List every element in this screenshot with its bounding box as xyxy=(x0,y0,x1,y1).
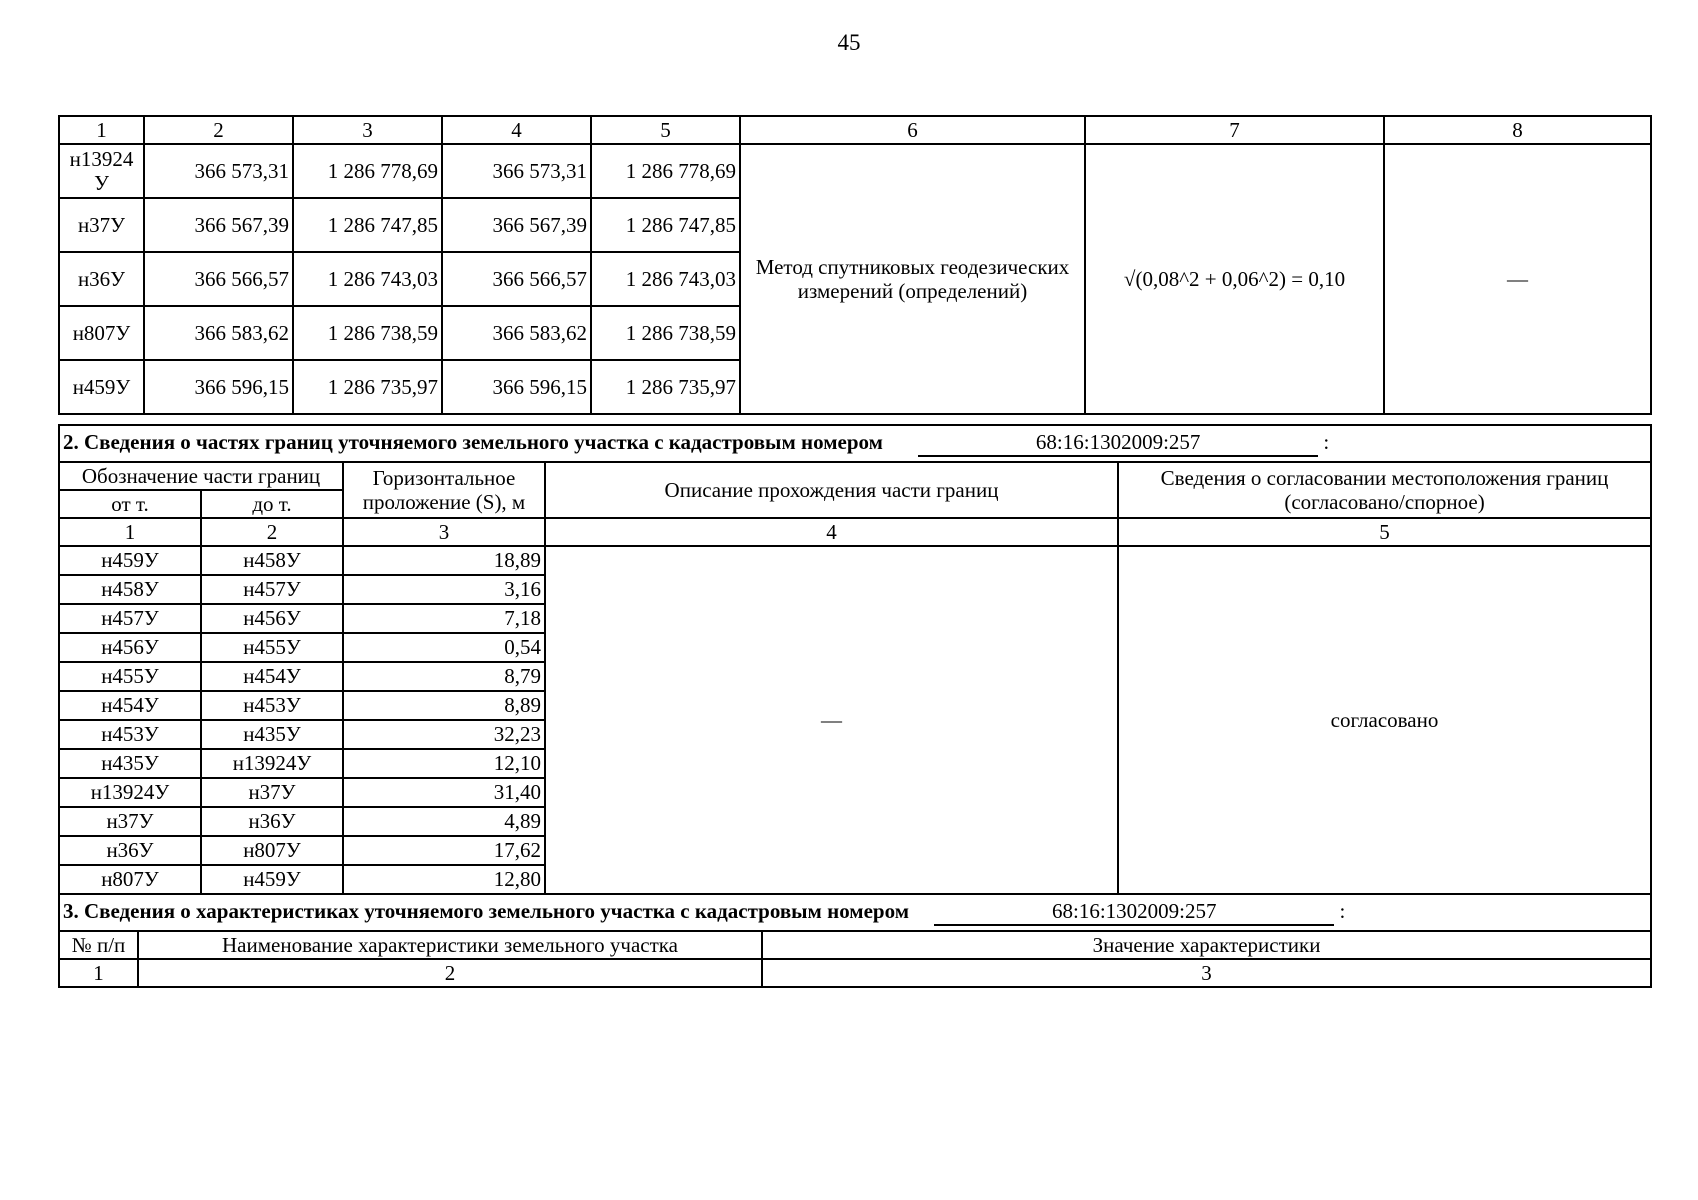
col-number: 8 xyxy=(1384,116,1651,144)
section3-title xyxy=(59,894,1651,931)
col-number: 7 xyxy=(1085,116,1384,144)
from-point: н807У xyxy=(59,865,201,894)
from-point: н457У xyxy=(59,604,201,633)
section3-title-text: 3. Сведения о характеристиках уточняемого земельного участка с кадастровым номером xyxy=(63,899,910,924)
accuracy-cell: √(0,08^2 + 0,06^2) = 0,10 xyxy=(1085,144,1384,414)
col-number: 4 xyxy=(545,518,1118,546)
to-point: н454У xyxy=(201,662,343,691)
section2-colon: : xyxy=(1323,430,1330,455)
point-label: н37У xyxy=(59,198,144,252)
to-point: н453У xyxy=(201,691,343,720)
point-label: н36У xyxy=(59,252,144,306)
page-number: 45 xyxy=(837,30,861,55)
col-number: 2 xyxy=(144,116,293,144)
section3-header-row xyxy=(59,931,1651,959)
col-number: 6 xyxy=(740,116,1085,144)
to-point: н37У xyxy=(201,778,343,807)
from-point: н435У xyxy=(59,749,201,778)
agreement-value: согласовано xyxy=(1118,546,1651,894)
to-point: н459У xyxy=(201,865,343,894)
to-point: н455У xyxy=(201,633,343,662)
table-row xyxy=(59,144,1651,198)
horizontal-distance: 32,23 xyxy=(343,720,545,749)
table-row xyxy=(59,546,1651,575)
method-cell: Метод спутниковых геодезических измерений (определений) xyxy=(740,144,1085,414)
y-coordinate: 1 286 735,97 xyxy=(293,360,442,414)
section2-header-row xyxy=(59,462,1651,490)
y-coordinate: 1 286 778,69 xyxy=(293,144,442,198)
description-value: — xyxy=(545,546,1118,894)
coordinates-table xyxy=(58,115,1652,415)
col-number: 1 xyxy=(59,518,201,546)
point-label: н807У xyxy=(59,306,144,360)
y-coordinate: 1 286 778,69 xyxy=(591,144,740,198)
section2-cadastral-number: 68:16:1302009:257 xyxy=(918,430,1318,456)
description-header: Описание прохождения части границ xyxy=(545,462,1118,518)
y-coordinate: 1 286 738,59 xyxy=(293,306,442,360)
col-number: 1 xyxy=(59,959,138,987)
to-header: до т. xyxy=(201,490,343,518)
to-point: н36У xyxy=(201,807,343,836)
point-label: н459У xyxy=(59,360,144,414)
y-coordinate: 1 286 738,59 xyxy=(591,306,740,360)
horizontal-header: Горизонтальное проложение (S), м xyxy=(343,462,545,518)
designation-header: Обозначение части границ xyxy=(59,462,343,490)
x-coordinate: 366 566,57 xyxy=(144,252,293,306)
col-number: 4 xyxy=(442,116,591,144)
coordinates-column-numbers xyxy=(59,116,1651,144)
col-number: 1 xyxy=(59,116,144,144)
from-point: н13924У xyxy=(59,778,201,807)
y-coordinate: 1 286 747,85 xyxy=(591,198,740,252)
section2-title-text: 2. Сведения о частях границ уточняемого земельного участка с кадастровым номером xyxy=(63,430,883,455)
from-point: н36У xyxy=(59,836,201,865)
section3-column-numbers xyxy=(59,959,1651,987)
from-point: н459У xyxy=(59,546,201,575)
section2-title-row xyxy=(59,425,1651,462)
horizontal-distance: 17,62 xyxy=(343,836,545,865)
horizontal-distance: 12,80 xyxy=(343,865,545,894)
from-header: от т. xyxy=(59,490,201,518)
section2-title xyxy=(59,425,1651,462)
y-coordinate: 1 286 743,03 xyxy=(591,252,740,306)
horizontal-distance: 0,54 xyxy=(343,633,545,662)
x-coordinate: 366 596,15 xyxy=(144,360,293,414)
col-number: 2 xyxy=(201,518,343,546)
to-point: н13924У xyxy=(201,749,343,778)
to-point: н807У xyxy=(201,836,343,865)
x-coordinate: 366 583,62 xyxy=(144,306,293,360)
num-header: № п/п xyxy=(59,931,138,959)
col-number: 2 xyxy=(138,959,762,987)
x-coordinate: 366 596,15 xyxy=(442,360,591,414)
horizontal-distance: 8,79 xyxy=(343,662,545,691)
value-header: Значение характеристики xyxy=(762,931,1651,959)
y-coordinate: 1 286 743,03 xyxy=(293,252,442,306)
x-coordinate: 366 567,39 xyxy=(144,198,293,252)
from-point: н37У xyxy=(59,807,201,836)
horizontal-distance: 12,10 xyxy=(343,749,545,778)
from-point: н453У xyxy=(59,720,201,749)
section3-cadastral-number: 68:16:1302009:257 xyxy=(934,899,1334,925)
y-coordinate: 1 286 735,97 xyxy=(591,360,740,414)
col-number: 5 xyxy=(1118,518,1651,546)
to-point: н458У xyxy=(201,546,343,575)
name-header: Наименование характеристики земельного участка xyxy=(138,931,762,959)
col-number: 3 xyxy=(343,518,545,546)
x-coordinate: 366 566,57 xyxy=(442,252,591,306)
col-number: 3 xyxy=(293,116,442,144)
x-coordinate: 366 573,31 xyxy=(144,144,293,198)
horizontal-distance: 7,18 xyxy=(343,604,545,633)
to-point: н457У xyxy=(201,575,343,604)
agreement-header: Сведения о согласовании местоположения границ (согласовано/спорное) xyxy=(1118,462,1651,518)
col-number: 5 xyxy=(591,116,740,144)
x-coordinate: 366 573,31 xyxy=(442,144,591,198)
section3-colon: : xyxy=(1339,899,1346,924)
boundary-parts-table xyxy=(58,424,1652,988)
from-point: н455У xyxy=(59,662,201,691)
point-label: н13924У xyxy=(59,144,144,198)
col-number: 3 xyxy=(762,959,1651,987)
to-point: н435У xyxy=(201,720,343,749)
x-coordinate: 366 583,62 xyxy=(442,306,591,360)
x-coordinate: 366 567,39 xyxy=(442,198,591,252)
col8-cell: — xyxy=(1384,144,1651,414)
section2-column-numbers xyxy=(59,518,1651,546)
from-point: н454У xyxy=(59,691,201,720)
section3-title-row xyxy=(59,894,1651,931)
from-point: н456У xyxy=(59,633,201,662)
from-point: н458У xyxy=(59,575,201,604)
horizontal-distance: 18,89 xyxy=(343,546,545,575)
y-coordinate: 1 286 747,85 xyxy=(293,198,442,252)
to-point: н456У xyxy=(201,604,343,633)
horizontal-distance: 8,89 xyxy=(343,691,545,720)
horizontal-distance: 4,89 xyxy=(343,807,545,836)
horizontal-distance: 31,40 xyxy=(343,778,545,807)
horizontal-distance: 3,16 xyxy=(343,575,545,604)
